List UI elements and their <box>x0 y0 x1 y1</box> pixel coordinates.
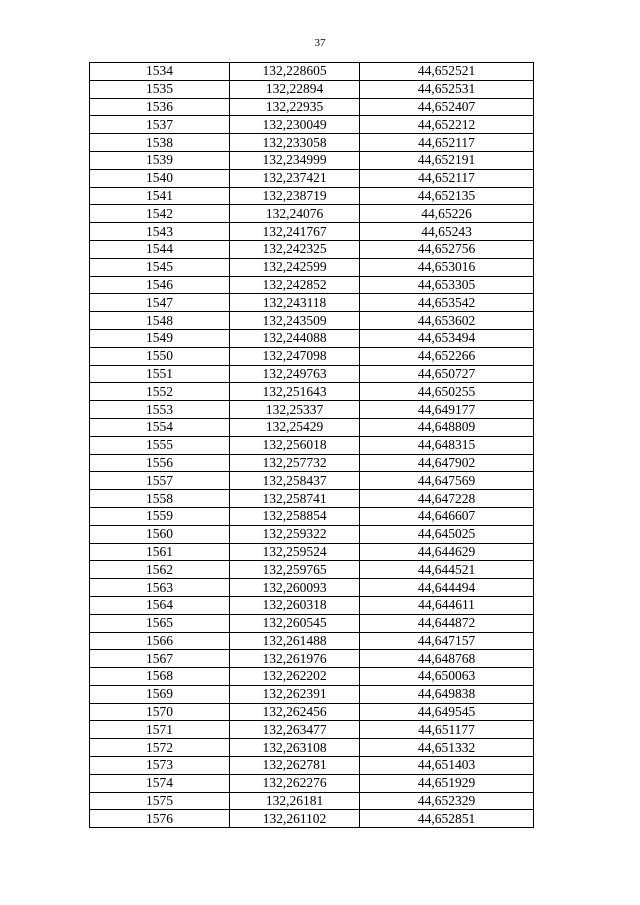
longitude-cell: 132,260318 <box>230 596 360 614</box>
latitude-cell: 44,646607 <box>360 507 534 525</box>
table-row <box>90 490 534 508</box>
longitude-cell: 132,263477 <box>230 721 360 739</box>
point-number-cell: 1561 <box>90 543 230 561</box>
latitude-cell: 44,648809 <box>360 418 534 436</box>
table-row <box>90 223 534 241</box>
point-number-cell: 1569 <box>90 685 230 703</box>
table-row <box>90 169 534 187</box>
longitude-cell: 132,262391 <box>230 685 360 703</box>
table-row <box>90 98 534 116</box>
longitude-cell: 132,233058 <box>230 134 360 152</box>
latitude-cell: 44,651177 <box>360 721 534 739</box>
point-number-cell: 1558 <box>90 490 230 508</box>
table-row <box>90 454 534 472</box>
point-number-cell: 1548 <box>90 312 230 330</box>
longitude-cell: 132,22935 <box>230 98 360 116</box>
longitude-cell: 132,237421 <box>230 169 360 187</box>
latitude-cell: 44,652851 <box>360 810 534 828</box>
table-row <box>90 668 534 686</box>
coordinates-table-body <box>90 63 534 828</box>
longitude-cell: 132,258854 <box>230 507 360 525</box>
table-row <box>90 472 534 490</box>
latitude-cell: 44,652117 <box>360 134 534 152</box>
longitude-cell: 132,258741 <box>230 490 360 508</box>
point-number-cell: 1563 <box>90 579 230 597</box>
point-number-cell: 1576 <box>90 810 230 828</box>
latitude-cell: 44,652531 <box>360 80 534 98</box>
latitude-cell: 44,649838 <box>360 685 534 703</box>
longitude-cell: 132,242325 <box>230 240 360 258</box>
table-row <box>90 329 534 347</box>
latitude-cell: 44,644521 <box>360 561 534 579</box>
table-row <box>90 561 534 579</box>
latitude-cell: 44,644872 <box>360 614 534 632</box>
point-number-cell: 1540 <box>90 169 230 187</box>
longitude-cell: 132,258437 <box>230 472 360 490</box>
latitude-cell: 44,653016 <box>360 258 534 276</box>
latitude-cell: 44,649177 <box>360 401 534 419</box>
point-number-cell: 1535 <box>90 80 230 98</box>
longitude-cell: 132,25337 <box>230 401 360 419</box>
table-row <box>90 507 534 525</box>
latitude-cell: 44,645025 <box>360 525 534 543</box>
point-number-cell: 1542 <box>90 205 230 223</box>
table-row <box>90 774 534 792</box>
latitude-cell: 44,652212 <box>360 116 534 134</box>
table-row <box>90 240 534 258</box>
latitude-cell: 44,651403 <box>360 757 534 775</box>
latitude-cell: 44,652191 <box>360 151 534 169</box>
latitude-cell: 44,651929 <box>360 774 534 792</box>
point-number-cell: 1560 <box>90 525 230 543</box>
point-number-cell: 1537 <box>90 116 230 134</box>
point-number-cell: 1539 <box>90 151 230 169</box>
point-number-cell: 1534 <box>90 63 230 81</box>
table-row <box>90 312 534 330</box>
point-number-cell: 1574 <box>90 774 230 792</box>
longitude-cell: 132,241767 <box>230 223 360 241</box>
longitude-cell: 132,244088 <box>230 329 360 347</box>
table-row <box>90 579 534 597</box>
point-number-cell: 1565 <box>90 614 230 632</box>
latitude-cell: 44,653494 <box>360 329 534 347</box>
point-number-cell: 1573 <box>90 757 230 775</box>
longitude-cell: 132,242599 <box>230 258 360 276</box>
table-row <box>90 436 534 454</box>
latitude-cell: 44,644611 <box>360 596 534 614</box>
point-number-cell: 1556 <box>90 454 230 472</box>
longitude-cell: 132,243118 <box>230 294 360 312</box>
table-row <box>90 614 534 632</box>
table-row <box>90 151 534 169</box>
longitude-cell: 132,259524 <box>230 543 360 561</box>
point-number-cell: 1545 <box>90 258 230 276</box>
latitude-cell: 44,652135 <box>360 187 534 205</box>
latitude-cell: 44,647902 <box>360 454 534 472</box>
longitude-cell: 132,257732 <box>230 454 360 472</box>
table-row <box>90 134 534 152</box>
table-row <box>90 80 534 98</box>
latitude-cell: 44,647228 <box>360 490 534 508</box>
longitude-cell: 132,261488 <box>230 632 360 650</box>
point-number-cell: 1555 <box>90 436 230 454</box>
table-row <box>90 365 534 383</box>
longitude-cell: 132,234999 <box>230 151 360 169</box>
table-row <box>90 383 534 401</box>
latitude-cell: 44,653542 <box>360 294 534 312</box>
longitude-cell: 132,262276 <box>230 774 360 792</box>
point-number-cell: 1553 <box>90 401 230 419</box>
point-number-cell: 1536 <box>90 98 230 116</box>
point-number-cell: 1546 <box>90 276 230 294</box>
point-number-cell: 1572 <box>90 739 230 757</box>
point-number-cell: 1566 <box>90 632 230 650</box>
latitude-cell: 44,65226 <box>360 205 534 223</box>
longitude-cell: 132,22894 <box>230 80 360 98</box>
table-row <box>90 543 534 561</box>
latitude-cell: 44,652266 <box>360 347 534 365</box>
latitude-cell: 44,647157 <box>360 632 534 650</box>
longitude-cell: 132,243509 <box>230 312 360 330</box>
table-row <box>90 205 534 223</box>
point-number-cell: 1554 <box>90 418 230 436</box>
latitude-cell: 44,652329 <box>360 792 534 810</box>
longitude-cell: 132,26181 <box>230 792 360 810</box>
point-number-cell: 1544 <box>90 240 230 258</box>
latitude-cell: 44,651332 <box>360 739 534 757</box>
longitude-cell: 132,263108 <box>230 739 360 757</box>
latitude-cell: 44,650063 <box>360 668 534 686</box>
coordinates-table <box>89 62 534 828</box>
longitude-cell: 132,238719 <box>230 187 360 205</box>
latitude-cell: 44,648315 <box>360 436 534 454</box>
latitude-cell: 44,650255 <box>360 383 534 401</box>
table-row <box>90 596 534 614</box>
longitude-cell: 132,228605 <box>230 63 360 81</box>
table-row <box>90 401 534 419</box>
table-row <box>90 294 534 312</box>
table-row <box>90 721 534 739</box>
longitude-cell: 132,260545 <box>230 614 360 632</box>
longitude-cell: 132,230049 <box>230 116 360 134</box>
longitude-cell: 132,251643 <box>230 383 360 401</box>
longitude-cell: 132,256018 <box>230 436 360 454</box>
latitude-cell: 44,653602 <box>360 312 534 330</box>
latitude-cell: 44,650727 <box>360 365 534 383</box>
table-row <box>90 525 534 543</box>
longitude-cell: 132,262781 <box>230 757 360 775</box>
table-row <box>90 685 534 703</box>
table-row <box>90 418 534 436</box>
point-number-cell: 1564 <box>90 596 230 614</box>
longitude-cell: 132,259765 <box>230 561 360 579</box>
point-number-cell: 1575 <box>90 792 230 810</box>
point-number-cell: 1541 <box>90 187 230 205</box>
table-row <box>90 757 534 775</box>
latitude-cell: 44,652756 <box>360 240 534 258</box>
longitude-cell: 132,261102 <box>230 810 360 828</box>
latitude-cell: 44,652521 <box>360 63 534 81</box>
latitude-cell: 44,644494 <box>360 579 534 597</box>
point-number-cell: 1543 <box>90 223 230 241</box>
longitude-cell: 132,24076 <box>230 205 360 223</box>
latitude-cell: 44,644629 <box>360 543 534 561</box>
table-row <box>90 347 534 365</box>
table-row <box>90 739 534 757</box>
point-number-cell: 1550 <box>90 347 230 365</box>
longitude-cell: 132,261976 <box>230 650 360 668</box>
latitude-cell: 44,653305 <box>360 276 534 294</box>
point-number-cell: 1549 <box>90 329 230 347</box>
point-number-cell: 1571 <box>90 721 230 739</box>
latitude-cell: 44,647569 <box>360 472 534 490</box>
point-number-cell: 1552 <box>90 383 230 401</box>
point-number-cell: 1562 <box>90 561 230 579</box>
longitude-cell: 132,247098 <box>230 347 360 365</box>
point-number-cell: 1570 <box>90 703 230 721</box>
longitude-cell: 132,259322 <box>230 525 360 543</box>
latitude-cell: 44,648768 <box>360 650 534 668</box>
table-row <box>90 63 534 81</box>
longitude-cell: 132,262456 <box>230 703 360 721</box>
latitude-cell: 44,652117 <box>360 169 534 187</box>
table-row <box>90 187 534 205</box>
longitude-cell: 132,242852 <box>230 276 360 294</box>
point-number-cell: 1567 <box>90 650 230 668</box>
table-row <box>90 792 534 810</box>
point-number-cell: 1547 <box>90 294 230 312</box>
latitude-cell: 44,652407 <box>360 98 534 116</box>
page-number: 37 <box>314 37 326 49</box>
table-row <box>90 276 534 294</box>
longitude-cell: 132,249763 <box>230 365 360 383</box>
longitude-cell: 132,260093 <box>230 579 360 597</box>
table-row <box>90 632 534 650</box>
latitude-cell: 44,65243 <box>360 223 534 241</box>
table-row <box>90 703 534 721</box>
point-number-cell: 1557 <box>90 472 230 490</box>
point-number-cell: 1568 <box>90 668 230 686</box>
latitude-cell: 44,649545 <box>360 703 534 721</box>
table-row <box>90 258 534 276</box>
point-number-cell: 1559 <box>90 507 230 525</box>
table-row <box>90 810 534 828</box>
longitude-cell: 132,262202 <box>230 668 360 686</box>
point-number-cell: 1551 <box>90 365 230 383</box>
longitude-cell: 132,25429 <box>230 418 360 436</box>
table-row <box>90 116 534 134</box>
table-row <box>90 650 534 668</box>
point-number-cell: 1538 <box>90 134 230 152</box>
